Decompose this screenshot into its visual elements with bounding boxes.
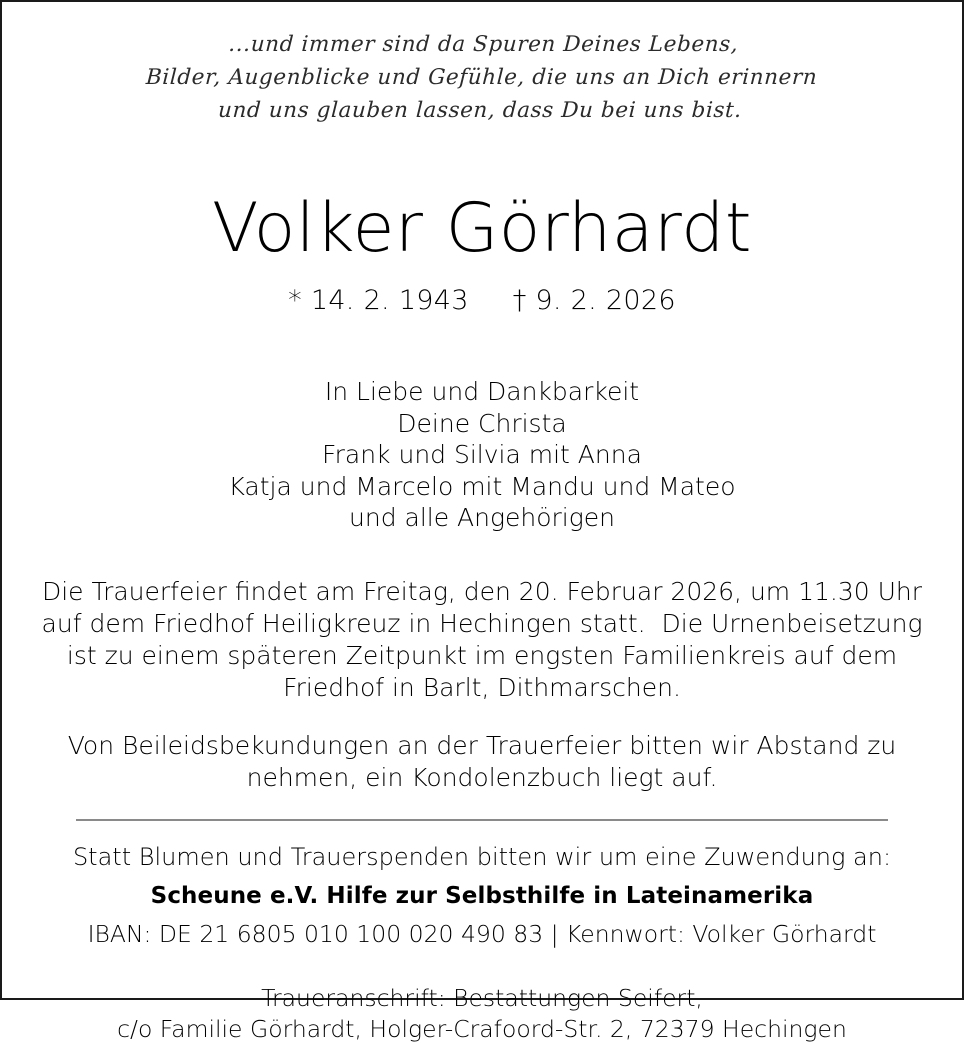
family-line-1: Deine Christa: [397, 408, 567, 438]
life-dates: [288, 285, 676, 316]
deceased-name: Volker Görhardt: [211, 189, 752, 268]
notice-content: [2, 2, 962, 1043]
family-block: [228, 376, 735, 534]
family-line-3: Katja und Marcelo mit Mandu und Mateo: [228, 471, 736, 501]
section-divider: [76, 819, 888, 821]
donation-iban: IBAN: DE 21 6805 010 100 020 490 83 | Kennwort: Volker Görhardt: [87, 919, 877, 948]
family-line-4: und alle Angehörigen: [349, 503, 615, 533]
address-line-2: c/o Familie Görhardt, Holger-Crafoord-Str. 2, 72379 Hechingen: [117, 1014, 847, 1043]
mourning-address: [117, 983, 847, 1045]
donation-block: [73, 842, 891, 950]
donation-intro: Statt Blumen und Trauerspenden bitten wir um eine Zuwendung an:: [72, 842, 892, 871]
birth-date: * 14. 2. 1943: [288, 285, 469, 317]
donation-organization: Scheune e.V. Hilfe zur Selbsthilfe in Lateinamerika: [150, 882, 814, 909]
address-line-1: Traueranschrift: Bestattungen Seifert,: [261, 983, 703, 1012]
death-date: † 9. 2. 2026: [512, 285, 676, 317]
epigraph-verse: [144, 28, 820, 127]
epigraph-line-2: Bilder, Augenblicke und Gefühle, die uns an Dich erinnern: [145, 65, 819, 90]
condolence-note: Von Beileidsbekundungen an der Trauerfeier bitten wir Abstand zu nehmen, ein Kondolenzbuch liegt auf.: [67, 730, 905, 792]
funeral-details: Die Trauerfeier findet am Freitag, den 20. Februar 2026, um 11.30 Uhr auf dem Friedhof Heiligkreuz in Hechingen statt. Die Urnenbeisetzung ist zu einem späteren Zeitpunkt im engsten Familienkreis auf dem Friedhof in Barlt, Dithmarschen.: [41, 576, 931, 702]
family-intro: In Liebe und Dankbarkeit: [324, 377, 640, 407]
epigraph-line-1: ...und immer sind da Spuren Deines Lebens,: [228, 32, 740, 57]
epigraph-line-3: und uns glauben lassen, dass Du bei uns bist.: [217, 98, 743, 123]
family-line-2: Frank und Silvia mit Anna: [322, 440, 642, 470]
